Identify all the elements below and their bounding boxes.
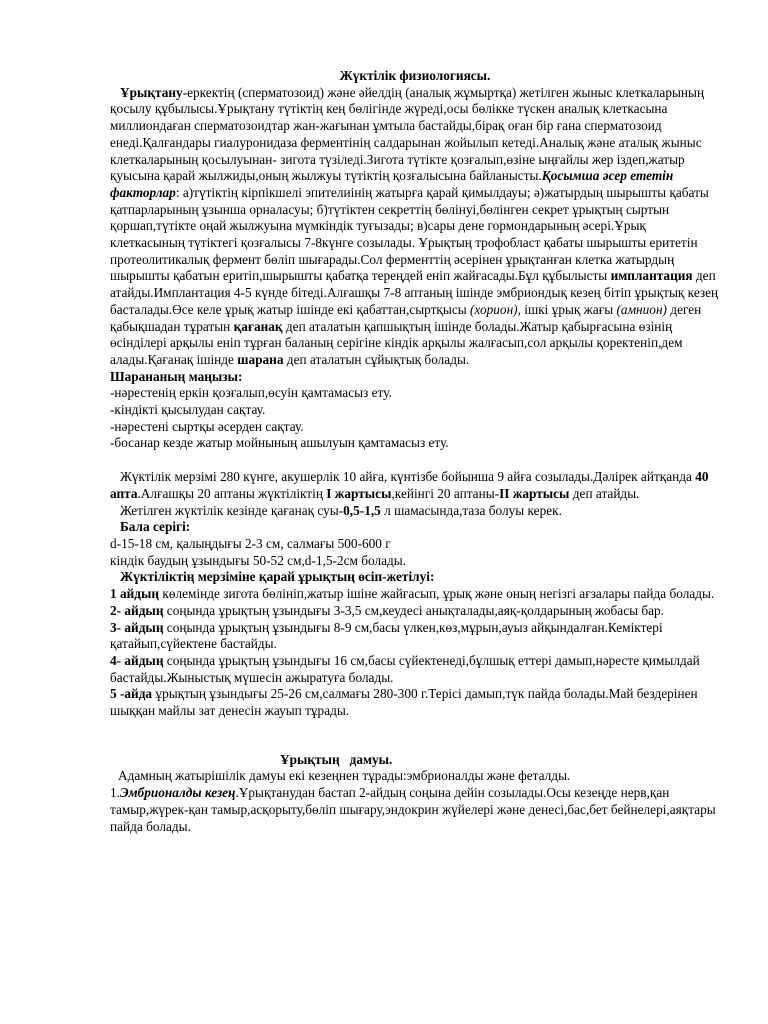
list-item: -нәрестені сыртқы әсерден сақтау. xyxy=(110,418,304,434)
paragraph-text: : а)түтіктің кірпікшелі эпителиінің жатырға қарай қимылдауы; ә)жатырдың шырышты қабаты қатпарларының ұзынша орналасуы; б)түтіктен секреттің бөлінуі,бөлінген секрет ұрықтың сыртын қоршап,түтікте оңай жылжуына мүмкіндік туғызады; в)сары дене гормондарының әсері.Ұрық клеткасының түтіктегі қозғалысы 7-8күнге созылады. Ұрықтың трофобласт қабаты шырышты еритетін протеолитикалық фермент бөліп шығарады.Сол ферменттің әсерінен ұрықтанған клетка жатырдың шырышты қабатын еритіп,шырышты қабатқа тереңдей еніп жайғасады.Бұл құбылысты xyxy=(110,184,709,284)
growth-month-4 xyxy=(110,653,720,686)
paragraph-text: Жүктілік мерзімі 280 күнге, акушерлік 10 айға, күнтізбе бойынша 9 айға созылады.Дәлірек айтқанда xyxy=(120,469,696,485)
term-embryonic-period: Эмбрионалды кезең xyxy=(119,785,236,801)
section-title-development xyxy=(110,752,720,769)
paragraph-text: Жетілген жүктілік кезінде қағанақ суы- xyxy=(120,502,344,518)
term-volume: 0,5-1,5 xyxy=(343,502,381,518)
paragraph-amniotic-fluid xyxy=(110,503,720,520)
spacer xyxy=(110,736,720,752)
month-text: көлемінде зиготa бөлініп,жатыр ішіне жайғасып, ұрық және оның негізгі ағзалары пайда болады. xyxy=(159,586,715,602)
term-first-half: І жартысы xyxy=(326,485,392,501)
month-label: 5 -айда xyxy=(110,686,153,702)
spacer xyxy=(110,720,720,736)
paragraph-text: ,кейінгі 20 аптаны- xyxy=(391,485,500,501)
paragraph-text: .Ұрықтанудан бастап 2-айдың соңына дейін созылады.Осы кезеңде нерв,қан тамыр,жүрек-қан тамыр,асқорыту,бөліп шығару,эндокрин жүйелері және денесі,бас,бет бейнелері,аяқтары пайда болады. xyxy=(110,785,716,834)
paragraph-embryonic-period xyxy=(110,785,720,835)
companion-heading xyxy=(110,519,720,536)
document-title: Жүктілік физиологиясы. xyxy=(339,68,491,83)
growth-month-5 xyxy=(110,686,720,719)
term-amnion: (амнион) xyxy=(616,301,667,317)
paragraph-text: деп аталатын сұйықтық болады. xyxy=(283,351,470,367)
item-number: 1. xyxy=(110,785,120,801)
term-sharana: шарана xyxy=(237,351,284,367)
month-label: 4- айдың xyxy=(110,652,164,668)
companion-heading-text: Бала серігі: xyxy=(120,519,191,535)
section-title-text: Ұрықтың дамуы. xyxy=(280,751,393,767)
paragraph-text: -еркектің (сперматозоид) және әйелдің (аналық жұмыртқа) жетілген жыныс клеткаларының қосылу құбылысы.Ұрықтану түтіктің кең бөлігінде жүреді,осы бөлікке түскен аналық клеткасына миллиондаған сперматозоидтар жан-жағынан ұмтыла бастайды,бірақ оған бір ғана сперматозоид енеді.Қалғандары гиалуронидаза ферментінің салдарынан жойылып кетеді.Аналық және аталық жыныс клеткаларының қосылуынан- зигота түзіледі.Зигота түтікте қозғалып,өзіне ыңғайлы жер іздеп,жатыр қуысына қарай жылжиды,оның жылжуы түтіктің қозғалысына байланысты. xyxy=(110,84,705,184)
sharana-heading-text: Шарананың маңызы: xyxy=(110,368,243,384)
sharana-heading xyxy=(110,369,720,386)
spacer xyxy=(110,452,720,469)
companion-line: кіндік баудың ұзындығы 50-52 см,d-1,5-2см болады. xyxy=(110,552,407,568)
month-label: 3- айдың xyxy=(110,619,164,635)
month-label: 1 айдың xyxy=(110,586,160,602)
paragraph-term xyxy=(110,469,720,502)
month-text: соңында ұрықтың ұзындығы 3-3,5 см,кеудесі анықталады,аяқ-қолдарының жобасы бар. xyxy=(163,602,664,618)
term-fertilization: Ұрықтану xyxy=(120,84,183,100)
growth-heading-text: Жүктіліктің мерзіміне қарай ұрықтың өсіп-жетілуі: xyxy=(120,569,435,585)
growth-month-3 xyxy=(110,620,720,653)
term-implantation: имплантация xyxy=(610,268,693,284)
term-chorion: (хорион) xyxy=(469,301,518,317)
paragraph-text: деп атайды.Имплантация 4-5 күнде бітеді.Алғашқы 7-8 аптаның ішінде эмбриондық кезең бітіп ұрықтық кезең басталады.Өсе келе ұрық жатыр ішінде екі қабаттан,сыртқысы xyxy=(110,268,719,317)
paragraph-text: л шамасында,таза болуы керек. xyxy=(380,502,562,518)
list-item: -нәрестенің еркін қозғалып,өсуін қамтамасыз ету. xyxy=(110,385,392,401)
month-text: соңында ұрықтың ұзындығы 16 см,басы сүйектенеді,бұлшық еттері дамып,нәресте қимылдай бастайды.Жыныстық мүшесін ажыратуға болады. xyxy=(110,652,700,685)
month-label: 2- айдың xyxy=(110,602,164,618)
paragraph-fertilization xyxy=(110,85,720,369)
list-item: -кіндікті қысылудан сақтау. xyxy=(110,402,266,418)
growth-heading xyxy=(110,569,720,586)
paragraph-text: деген қабықшадан тұратын xyxy=(110,301,702,334)
companion-line: d-15-18 см, қалыңдығы 2-3 см, салмағы 500-600 г xyxy=(110,535,391,551)
term-kaganak: қағанақ xyxy=(233,318,283,334)
paragraph-development: Адамның жатырішілік дамуы екі кезеңнен тұрады:эмбрионалды және феталды. xyxy=(118,768,571,784)
paragraph-text: деп атайды. xyxy=(569,485,640,501)
term-40-weeks: 40 апта xyxy=(110,469,709,501)
list-item: -босанар кезде жатыр мойнының ашылуын қамтамасыз ету. xyxy=(110,435,449,451)
term-additional-factors: Қосымша әсер ететін факторлар xyxy=(110,168,674,200)
growth-month-1 xyxy=(110,586,720,603)
paragraph-text: .Алғашқы 20 аптаны жүктіліктің xyxy=(137,485,327,501)
term-second-half: ІІ жартысы xyxy=(499,485,570,501)
growth-month-2 xyxy=(110,603,720,620)
month-text: ұрықтың ұзындығы 25-26 см,салмағы 280-300 г.Терісі дамып,түк пайда болады.Май бездерінен шыққан майлы зат денесін жауып тұрады. xyxy=(110,686,698,719)
paragraph-text: деп аталатын қапшықтың ішінде болады.Жатыр қабырғасына өзінің өсінділері арқылы еніп тұрған баланың серігіне кіндік арқылы жалғасып,сол арқылы қоректеніп,дем алады.Қағанақ ішінде xyxy=(110,318,683,367)
month-text: соңында ұрықтың ұзындығы 8-9 см,басы үлкен,көз,мұрын,ауыз айқындалған.Кеміктері қатайып,сүйектене бастайды. xyxy=(110,619,663,652)
document-page xyxy=(110,68,720,835)
paragraph-text: , ішкі ұрық жағы xyxy=(517,301,617,317)
